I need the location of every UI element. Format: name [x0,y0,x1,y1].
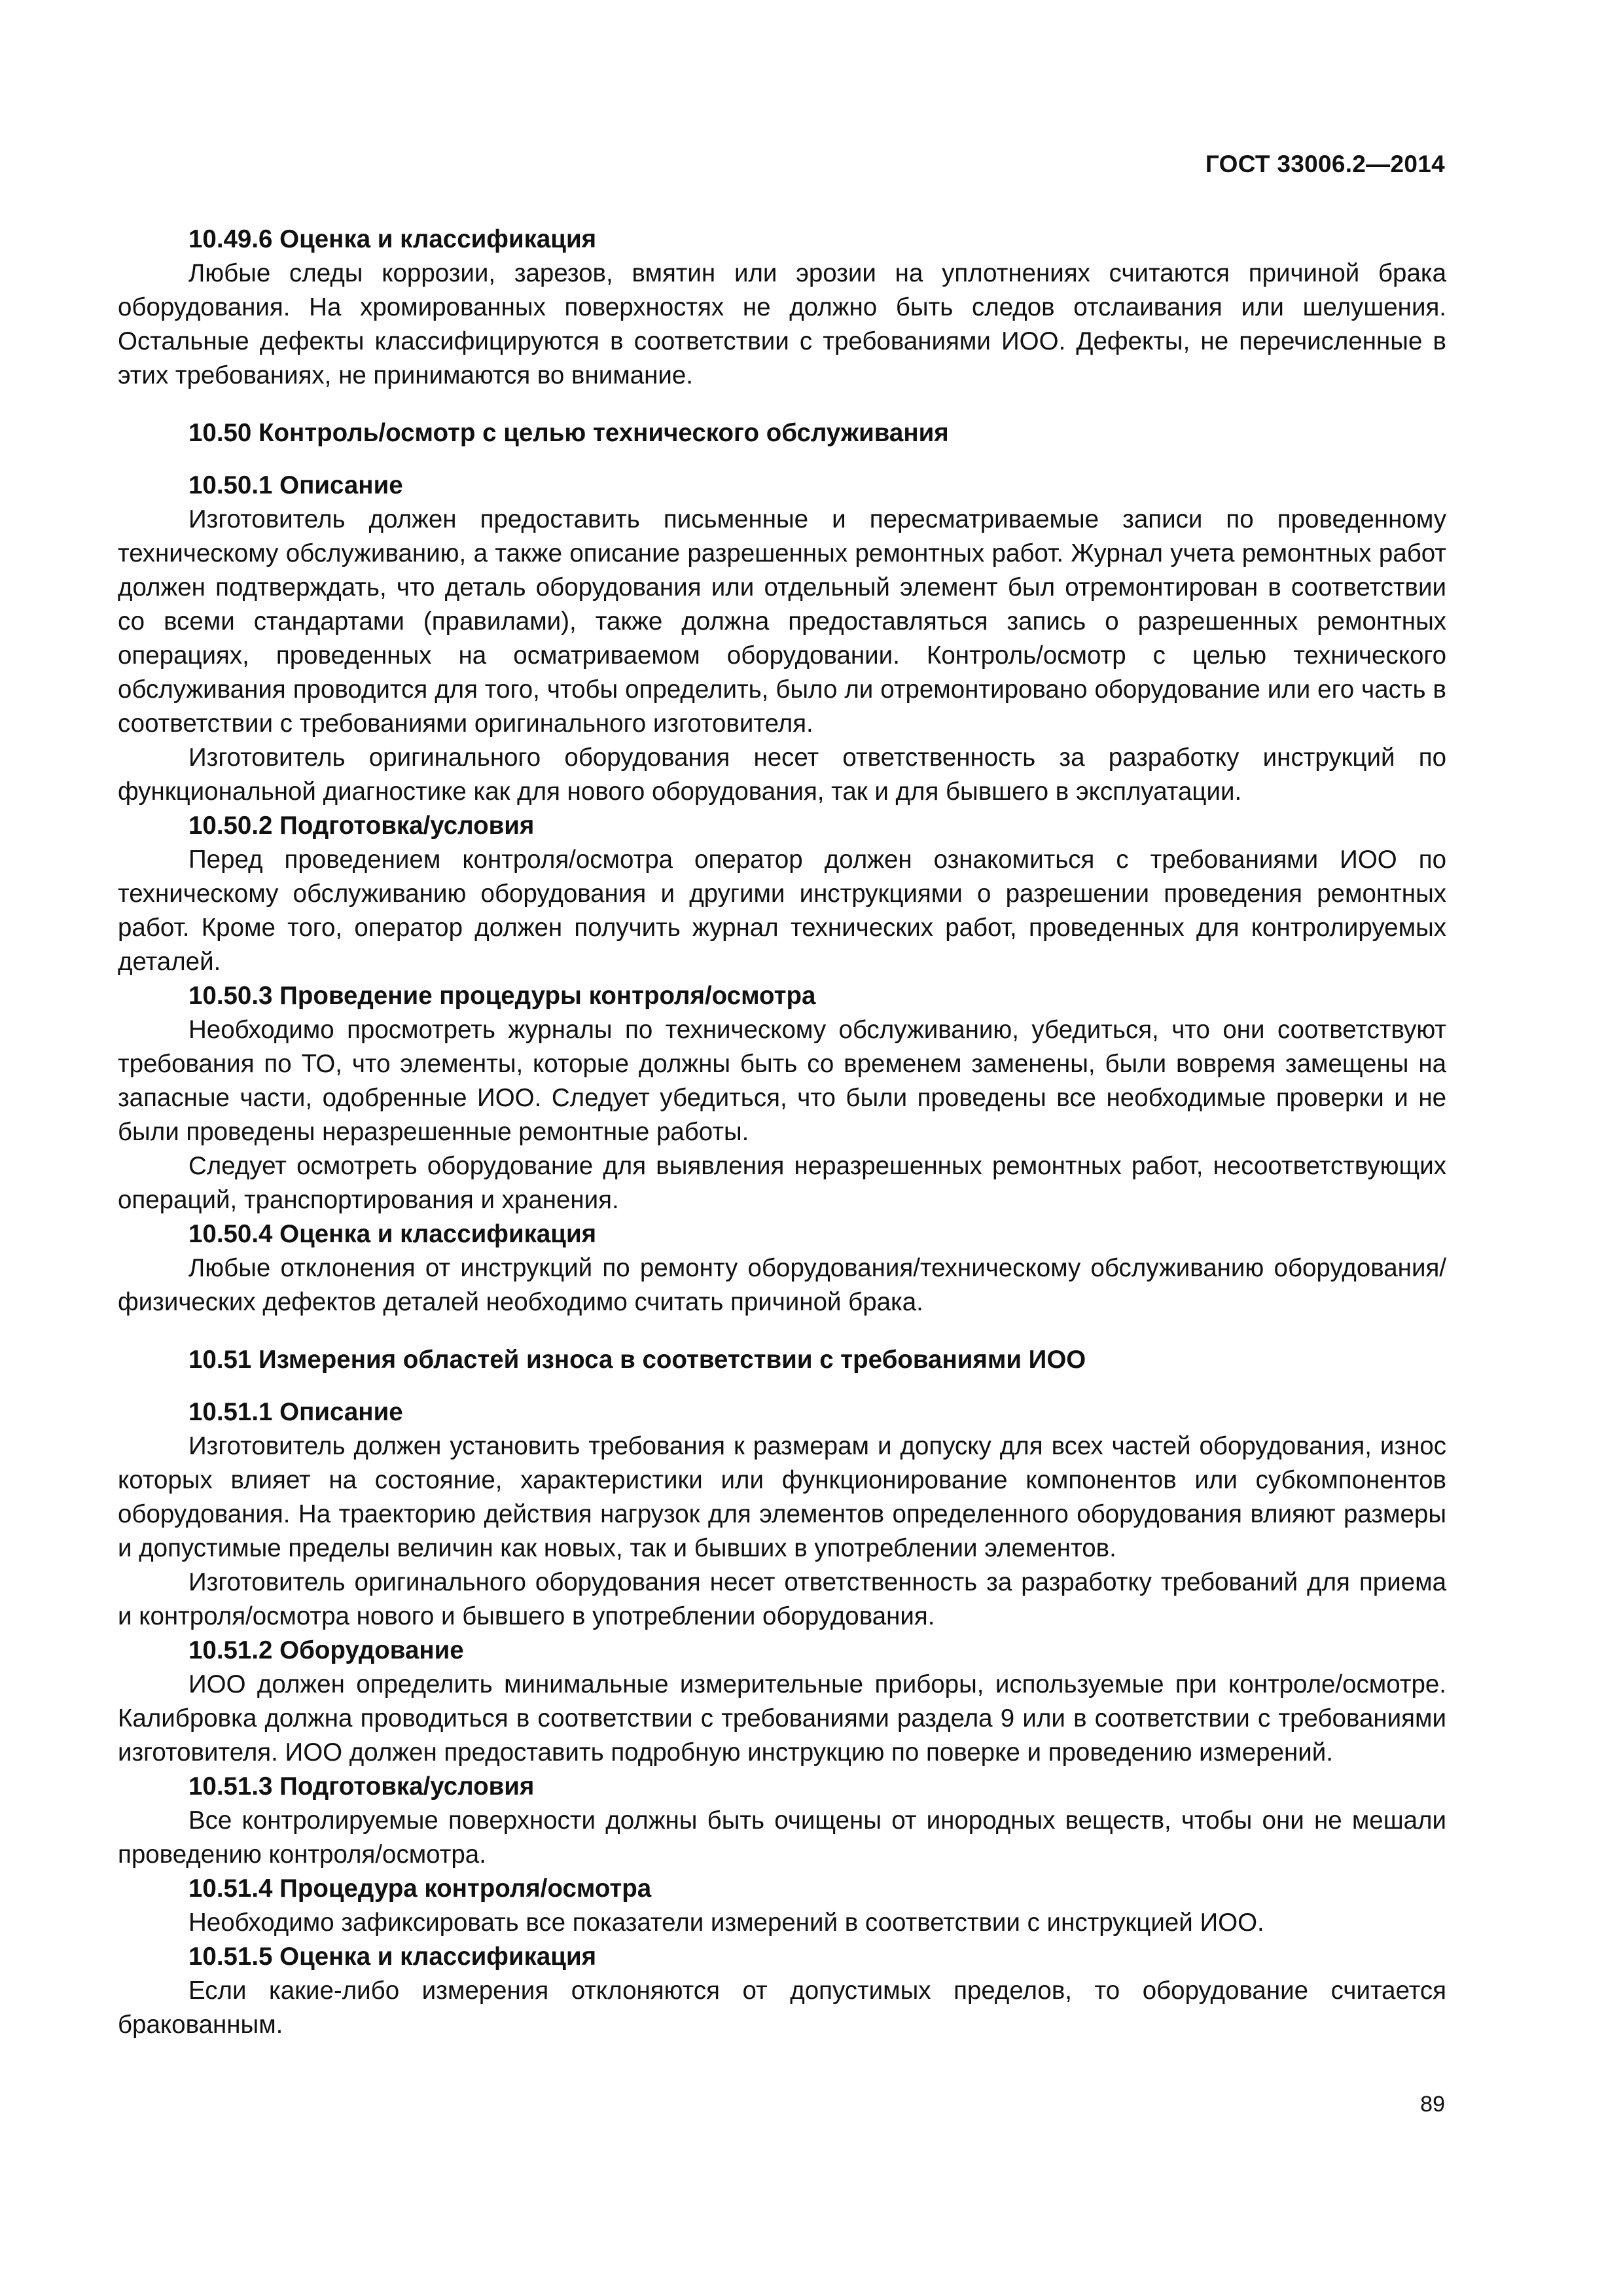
paragraph: Изготовитель должен предоставить письменные и пересматриваемые записи по проведенному техническому обслуживанию, а также описание разрешенных ремонтных работ. Журнал учета ремонтных работ должен подтверждать, что деталь оборудования или отдельный элемент был отремонтирован в соответствии со всеми стандартами (правилами), также должна предоставляться запись о разрешенных ремонтных операциях, проведенных на осматриваемом оборудовании. Контроль/осмотр с целью технического обслуживания проводится для того, чтобы определить, было ли отремонтировано оборудование или его часть в соответствии с требованиями оригинального изготовителя. [118,505,1446,738]
subsection-heading: 10.49.6 Оценка и классификация [188,225,597,253]
subsection-heading: 10.51.2 Оборудование [188,1636,464,1664]
subsection-heading: 10.51.3 Подготовка/условия [188,1772,535,1801]
section-heading: 10.50 Контроль/осмотр с целью технического обслуживания [188,419,949,447]
paragraph: Любые следы коррозии, зарезов, вмятин или эрозии на уплотнениях считаются причиной брака оборудования. На хромированных поверхностях не должно быть следов отслаивания или шелушения. Остальные дефекты классифицируются в соответствии с требованиями ИОО. Дефекты, не перечисленные в этих требованиях, не принимаются во внимание. [118,259,1446,389]
subsection-heading: 10.50.2 Подготовка/условия [188,812,535,840]
paragraph: ИОО должен определить минимальные измерительные приборы, используемые при контроле/осмотре. Калибровка должна проводиться в соответствии с требованиями раздела 9 или в соответствии с требованиями изготовителя. ИОО должен предоставить подробную инструкцию по поверке и проведению измерений. [118,1670,1446,1767]
subsection-heading: 10.51.5 Оценка и классификация [188,1943,597,1971]
paragraph: Изготовитель оригинального оборудования несет ответственность за разработку требований для приема и контроля/осмотра нового и бывшего в употреблении оборудования. [118,1568,1446,1630]
paragraph: Изготовитель должен установить требования к размерам и допуску для всех частей оборудования, износ которых влияет на состояние, характеристики или функционирование компонентов или субкомпонентов оборудования. На траекторию действия нагрузок для элементов определенного оборудования влияют размеры и допустимые пределы величин как новых, так и бывших в употреблении элементов. [118,1432,1446,1562]
paragraph: Все контролируемые поверхности должны быть очищены от инородных веществ, чтобы они не мешали проведению контроля/осмотра. [118,1806,1446,1869]
subsection-heading: 10.50.4 Оценка и классификация [188,1220,597,1248]
subsection-heading: 10.51.1 Описание [188,1398,403,1426]
page-number: 89 [1420,2092,1445,2117]
paragraph: Перед проведением контроля/осмотра оператор должен ознакомиться с требованиями ИОО по техническому обслуживанию оборудования и другими инструкциями о разрешении проведения ремонтных работ. Кроме того, оператор должен получить журнал технических работ, проведенных для контролируемых деталей. [118,846,1446,976]
paragraph: Необходимо просмотреть журналы по техническому обслуживанию, убедиться, что они соответствуют требования по ТО, что элементы, которые должны быть со временем заменены, были вовремя замещены на запасные части, одобренные ИОО. Следует убедиться, что были проведены все необходимые проверки и не были проведены неразрешенные ремонтные работы. [118,1016,1446,1146]
document-body [118,223,1446,2042]
document-standard-id: ГОСТ 33006.2—2014 [1205,151,1445,177]
paragraph: Следует осмотреть оборудование для выявления неразрешенных ремонтных работ, несоответствующих операций, транспортирования и хранения. [118,1152,1446,1214]
subsection-heading: 10.50.1 Описание [188,471,403,499]
paragraph: Необходимо зафиксировать все показатели измерений в соответствии с инструкцией ИОО. [188,1909,1264,1937]
paragraph: Если какие-либо измерения отклоняются от допустимых пределов, то оборудование считается бракованным. [118,1977,1446,2039]
paragraph: Любые отклонения от инструкций по ремонту оборудования/техническому обслуживанию оборудования/физических дефектов деталей необходимо считать причиной брака. [118,1254,1446,1316]
section-heading: 10.51 Измерения областей износа в соответствии с требованиями ИОО [188,1346,1086,1374]
subsection-heading: 10.51.4 Процедура контроля/осмотра [188,1874,652,1903]
subsection-heading: 10.50.3 Проведение процедуры контроля/осмотра [188,982,816,1010]
paragraph: Изготовитель оригинального оборудования несет ответственность за разработку инструкций по функциональной диагностике как для нового оборудования, так и для бывшего в эксплуатации. [118,744,1446,806]
